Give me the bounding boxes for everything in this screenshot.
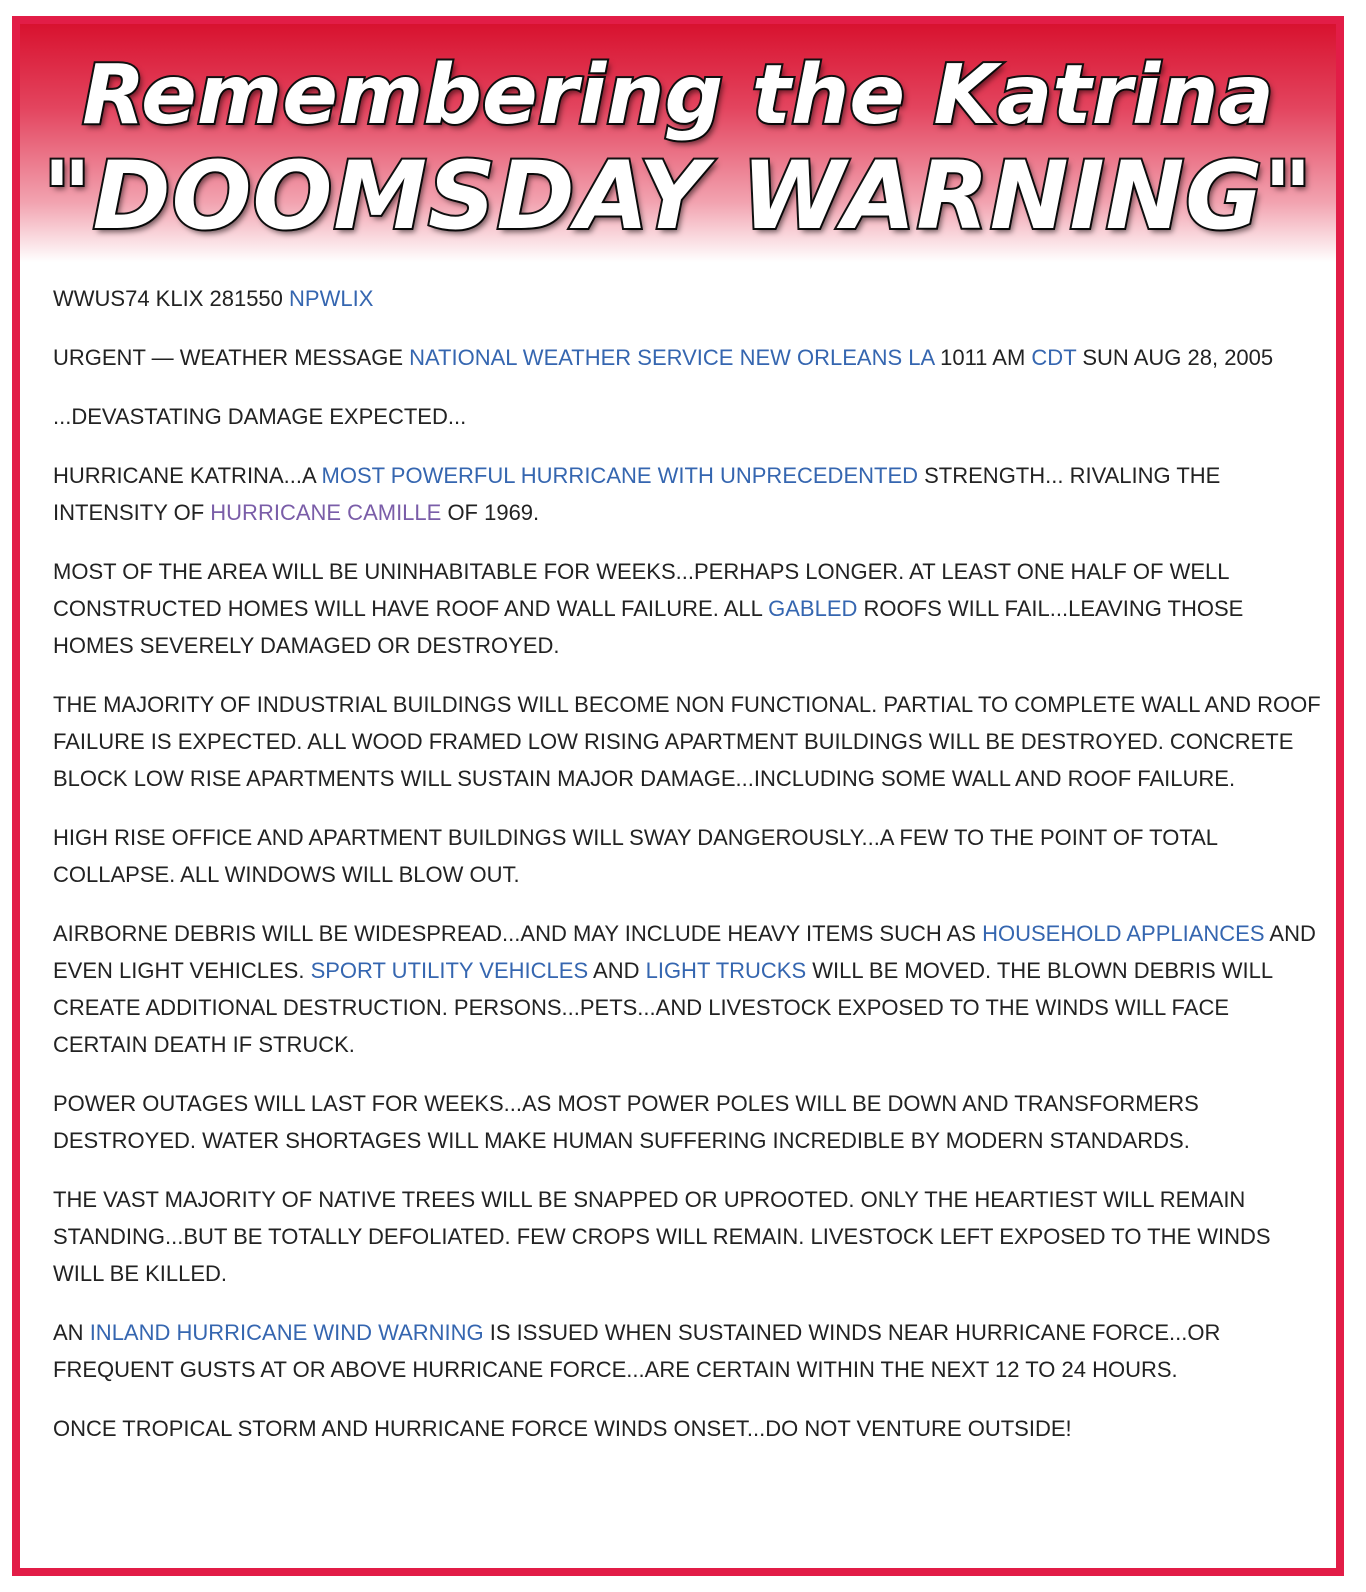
body-text: AND EVEN LIGHT VEHICLES. — [53, 921, 1316, 983]
body-text: 1011 AM — [933, 345, 1032, 370]
body-text: URGENT — WEATHER MESSAGE — [53, 345, 410, 370]
warning-text-body — [53, 280, 1323, 1469]
warning-paragraph — [53, 1085, 1323, 1159]
warning-paragraph — [53, 915, 1323, 1063]
body-text: THE MAJORITY OF INDUSTRIAL BUILDINGS WILL BECOME NON FUNCTIONAL. PARTIAL TO COMPLETE WALL AND ROOF FAILURE IS EXPECTED. ALL WOOD FRAMED LOW RISING APARTMENT BUILDINGS WILL BE DESTROYED. CONCRETE BLOCK LOW RISE APARTMENTS WILL SUSTAIN MAJOR DAMAGE...INCLUDING SOME WALL AND ROOF FAILURE. — [53, 692, 1321, 791]
body-text: MOST OF THE AREA WILL BE UNINHABITABLE FOR WEEKS...PERHAPS LONGER. AT LEAST ONE HALF OF WELL CONSTRUCTED HOMES WILL HAVE ROOF AND WALL FAILURE. ALL — [53, 559, 1229, 621]
body-text: THE VAST MAJORITY OF NATIVE TREES WILL BE SNAPPED OR UPROOTED. ONLY THE HEARTIEST WILL REMAIN STANDING...BUT BE TOTALLY DEFOLIATED. FEW CROPS WILL REMAIN. LIVESTOCK LEFT EXPOSED TO THE WINDS WILL BE KILLED. — [53, 1187, 1271, 1286]
body-text: HURRICANE KATRINA...A — [53, 463, 322, 488]
wiki-link[interactable]: MOST POWERFUL HURRICANE WITH UNPRECEDENTED — [321, 463, 919, 488]
body-text: WWUS74 KLIX 281550 — [53, 286, 290, 311]
wiki-link[interactable]: NATIONAL WEATHER SERVICE NEW ORLEANS LA — [409, 345, 934, 370]
warning-paragraph — [53, 1181, 1323, 1292]
body-text: AN — [53, 1320, 90, 1345]
body-text: IS ISSUED WHEN SUSTAINED WINDS NEAR HURRICANE FORCE...OR FREQUENT GUSTS AT OR ABOVE HURRICANE FORCE...ARE CERTAIN WITHIN THE NEXT 12 TO 24 HOURS. — [53, 1320, 1221, 1382]
body-text: STRENGTH... RIVALING THE INTENSITY OF — [53, 463, 1221, 525]
warning-paragraph — [53, 280, 1323, 317]
wiki-link[interactable]: INLAND HURRICANE WIND WARNING — [89, 1320, 484, 1345]
body-text: ONCE TROPICAL STORM AND HURRICANE FORCE WINDS ONSET...DO NOT VENTURE OUTSIDE! — [53, 1416, 1072, 1441]
warning-paragraph — [53, 1314, 1323, 1388]
warning-paragraph — [53, 398, 1323, 435]
body-text: AIRBORNE DEBRIS WILL BE WIDESPREAD...AND MAY INCLUDE HEAVY ITEMS SUCH AS — [53, 921, 983, 946]
body-text: SUN AUG 28, 2005 — [1076, 345, 1274, 370]
warning-paragraph — [53, 553, 1323, 664]
warning-paragraph — [53, 819, 1323, 893]
body-text: WILL BE MOVED. THE BLOWN DEBRIS WILL CREATE ADDITIONAL DESTRUCTION. PERSONS...PETS...AND LIVESTOCK EXPOSED TO THE WINDS WILL FACE CERTAIN DEATH IF STRUCK. — [53, 958, 1273, 1057]
page-frame — [12, 16, 1344, 1576]
title-banner — [20, 24, 1336, 262]
body-text: HIGH RISE OFFICE AND APARTMENT BUILDINGS WILL SWAY DANGEROUSLY...A FEW TO THE POINT OF TOTAL COLLAPSE. ALL WINDOWS WILL BLOW OUT. — [53, 825, 1218, 887]
wiki-link[interactable]: LIGHT TRUCKS — [645, 958, 807, 983]
warning-paragraph — [53, 457, 1323, 531]
body-text: POWER OUTAGES WILL LAST FOR WEEKS...AS MOST POWER POLES WILL BE DOWN AND TRANSFORMERS DESTROYED. WATER SHORTAGES WILL MAKE HUMAN SUFFERING INCREDIBLE BY MODERN STANDARDS. — [53, 1091, 1199, 1153]
body-text: ...DEVASTATING DAMAGE EXPECTED... — [53, 404, 467, 429]
warning-paragraph — [53, 339, 1323, 376]
wiki-link[interactable]: NPWLIX — [289, 286, 374, 311]
warning-paragraph — [53, 686, 1323, 797]
wiki-link[interactable]: GABLED — [768, 596, 858, 621]
wiki-link[interactable]: HOUSEHOLD APPLIANCES — [982, 921, 1265, 946]
wiki-link[interactable]: HURRICANE CAMILLE — [210, 500, 442, 525]
wiki-link[interactable]: SPORT UTILITY VEHICLES — [310, 958, 589, 983]
warning-paragraph — [53, 1410, 1323, 1447]
banner-title-line1: Remembering the Katrina — [82, 48, 1274, 143]
body-text: AND — [588, 958, 646, 983]
wiki-link[interactable]: CDT — [1031, 345, 1077, 370]
body-text: OF 1969. — [441, 500, 540, 525]
banner-title-line2: "DOOMSDAY WARNING" — [42, 142, 1314, 251]
body-text: ROOFS WILL FAIL...LEAVING THOSE HOMES SEVERELY DAMAGED OR DESTROYED. — [53, 596, 1244, 658]
